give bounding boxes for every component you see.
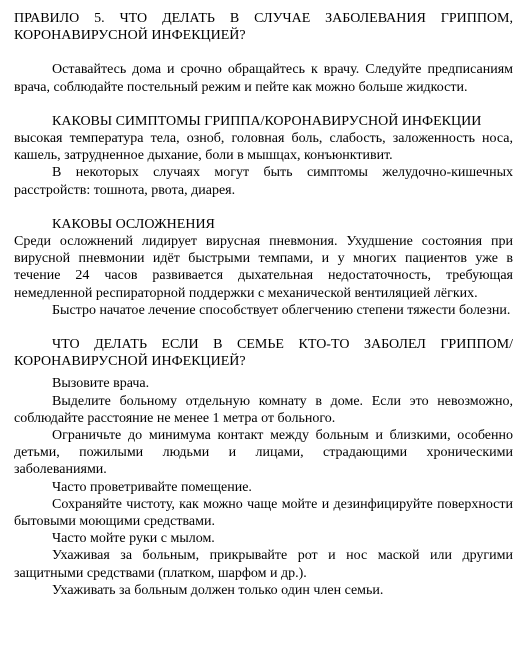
family-item: Часто мойте руки с мылом. [52,531,215,547]
family-item: Выделите больному отдельную комнату в доме. Если это невозможно, соблюдайте расстояние не менее 1 метра от больного. [14,393,513,426]
family-item: Сохраняйте чистоту, как можно чаще мойте и дезинфицируйте поверхности бытовыми моющими средствами. [14,496,513,530]
family-item: Ограничьте до минимума контакт между больным и близкими, особенно детьми, пожилыми людьми и лицами, страдающими хроническими заболеваниями. [14,428,513,478]
symptoms-text: высокая температура тела, озноб, головная боль, слабость, заложенность носа, кашель, затрудненное дыхание, боли в мышцах, конъюнктивит. [14,131,513,164]
rule-title: ПРАВИЛО 5. ЧТО ДЕЛАТЬ В СЛУЧАЕ ЗАБОЛЕВАНИЯ ГРИППОМ, КОРОНАВИРУСНОЙ ИНФЕКЦИЕЙ? [14,11,513,44]
intro-paragraph: Оставайтесь дома и срочно обращайтесь к врачу. Следуйте предписаниям врача, соблюдайте постельный режим и пейте как можно больше жидкости. [14,62,513,95]
complications-extra: Быстро начатое лечение способствует облегчению степени тяжести болезни. [52,302,511,318]
family-heading: ЧТО ДЕЛАТЬ ЕСЛИ В СЕМЬЕ КТО-ТО ЗАБОЛЕЛ ГРИППОМ/ КОРОНАВИРУСНОЙ ИНФЕКЦИЕЙ? [14,337,513,370]
family-item: Часто проветривайте помещение. [52,479,252,495]
complications-text: Среди осложнений лидирует вирусная пневмония. Ухудшение состояния при вирусной пневмонии идёт быстрыми темпами, и у многих пациентов уже в течение 24 часов развивается дыхательная недостаточность, требующая немедленной респираторной поддержки с механической вентиляцией лёгких. [14,234,513,301]
family-item: Вызовите врача. [52,376,150,392]
symptoms-extra: В некоторых случаях могут быть симптомы желудочно-кишечных расстройств: тошнота, рвота, диарея. [14,165,513,198]
family-item: Ухаживать за больным должен только один член семьи. [52,582,384,598]
complications-heading: КАКОВЫ ОСЛОЖНЕНИЯ [52,216,215,232]
family-item: Ухаживая за больным, прикрывайте рот и нос маской или другими защитными средствами (платком, шарфом и др.). [14,548,513,581]
symptoms-heading: КАКОВЫ СИМПТОМЫ ГРИППА/КОРОНАВИРУСНОЙ ИНФЕКЦИИ [52,113,482,129]
